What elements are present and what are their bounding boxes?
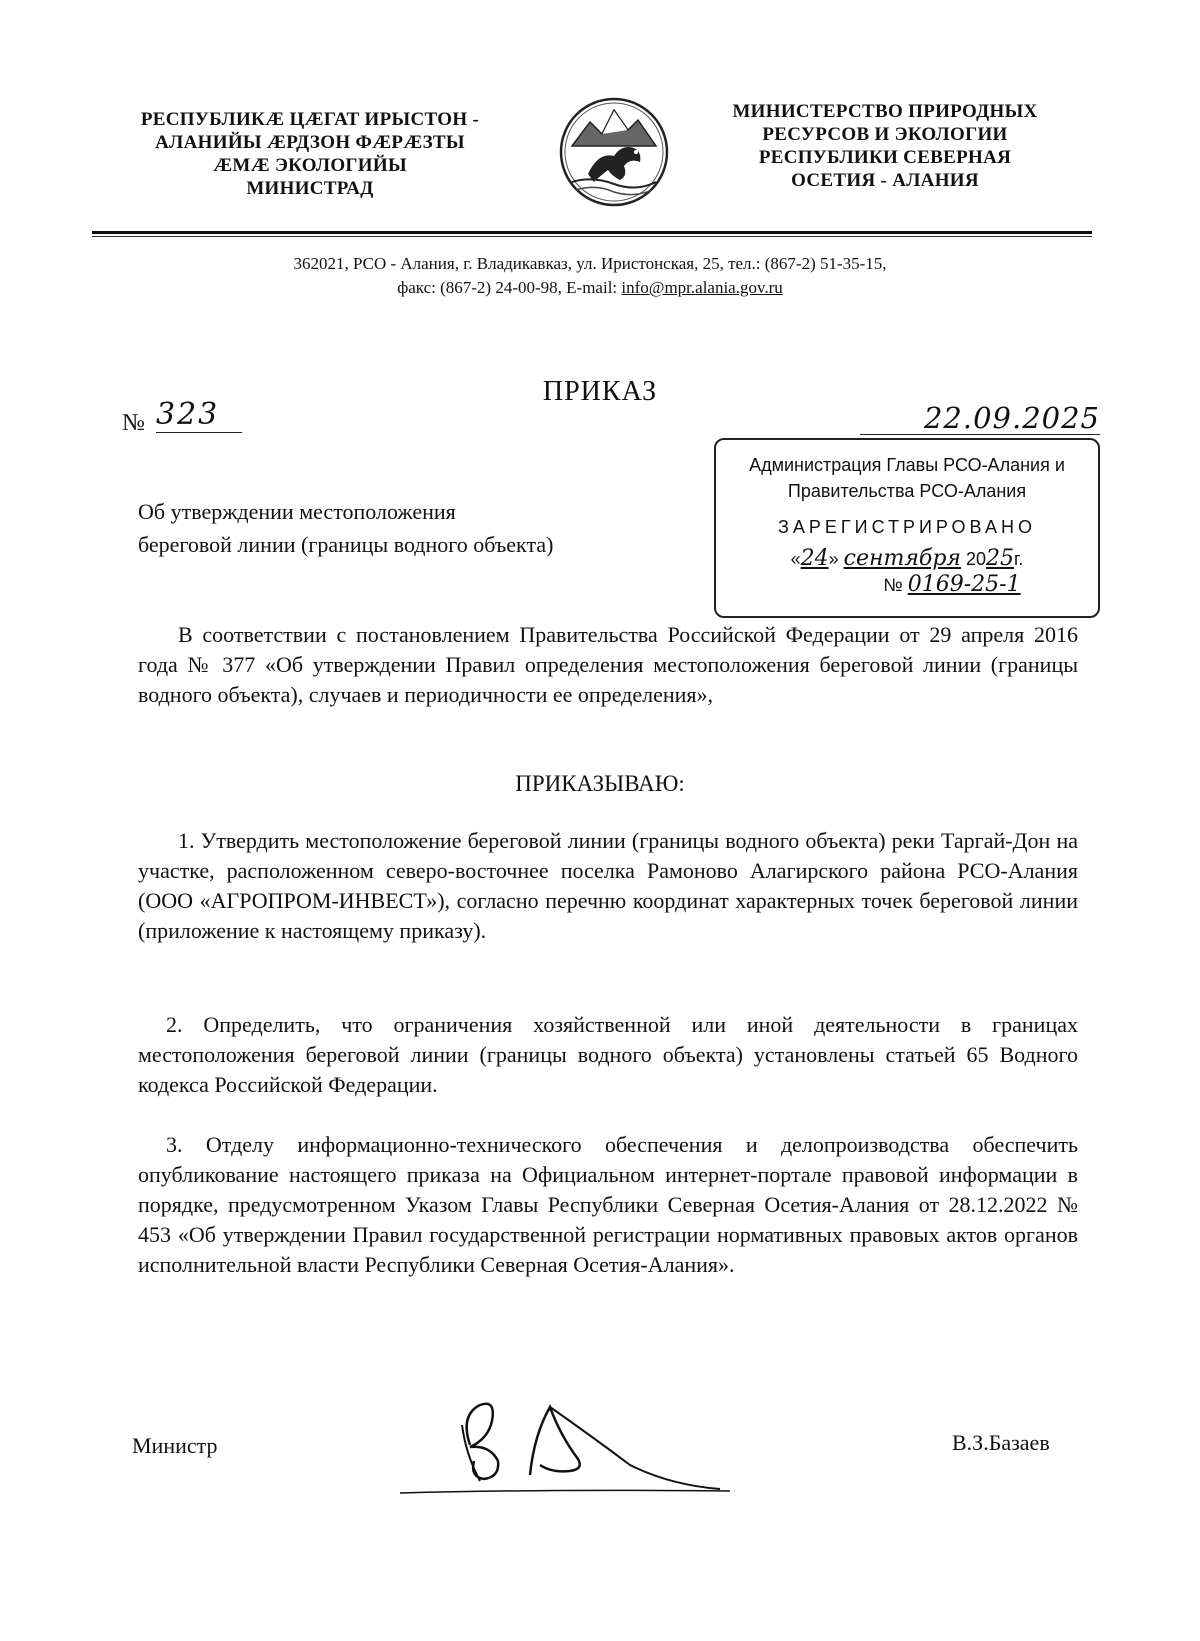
stamp-quote: » [828,549,839,569]
stamp-line: Администрация Главы РСО-Алания и [749,455,1065,475]
signer-role: Министр [132,1433,218,1458]
contact-address [150,252,1030,300]
order-verb: ПРИКАЗЫВАЮ: [515,771,685,796]
header-left-line: АЛАНИЙЫ ÆРДЗОН ФÆРÆЗТЫ [155,132,465,153]
stamp-no-label: № [883,575,903,595]
stamp-line: Правительства РСО-Алания [787,481,1027,501]
header-right-line: РЕСУРСОВ И ЭКОЛОГИИ [762,124,1008,145]
stamp-day: 24 [800,546,829,571]
stamp-date [716,546,1098,572]
header-left-line: ÆМÆ ЭКОЛОГИЙЫ [213,155,407,176]
header-divider-thin [92,236,1092,237]
stamp-no-value: 0169-25-1 [907,572,1021,597]
header-left-line: МИНИСТРАД [246,178,374,199]
stamp-year: 25 [986,546,1015,571]
stamp-month: сентября [843,546,961,571]
coat-of-arms-icon [558,96,670,208]
document-title: ПРИКАЗ [542,376,658,407]
header-left-line: РЕСПУБЛИКÆ ЦÆГАТ ИРЫСТОН - [140,109,480,130]
stamp-year-end: г. [1014,549,1024,569]
header-left-ossetian [110,108,510,200]
stamp-year-prefix: 20 [966,549,987,569]
order-number-handwritten: 323 [156,398,242,433]
order-date-handwritten: 22.09.2025 [860,402,1100,435]
order-item-3: 3. Отделу информационно-технического обеспечения и делопроизводства обеспечить опубликование настоящего приказа на Официальном интернет-портале правовой информации в порядке, предусмотренном Указом Главы Республики Северная Осетия-Алания от 28.12.2022 № 453 «Об утверждении Правил государственной регистрации нормативных правовых актов органов исполнительной власти Республики Северная Осетия-Алания». [138,1132,1078,1277]
order-subject [138,495,698,561]
header-right-line: ОСЕТИЯ - АЛАНИЯ [791,170,979,191]
signer-name: В.З.Базаев [952,1430,1050,1455]
header-right-line: РЕСПУБЛИКИ СЕВЕРНАЯ [758,147,1012,168]
subject-line: береговой линии (границы водного объекта) [138,532,554,557]
address-line-2 [150,276,1030,300]
email-link[interactable]: info@mpr.alania.gov.ru [621,278,783,297]
fax-text: факс: (867-2) 24-00-98, E-mail: [397,278,622,297]
subject-line: Об утверждении местоположения [138,499,456,524]
handwritten-signature-icon [400,1385,730,1495]
stamp-registered: ЗАРЕГИСТРИРОВАНО [778,517,1036,537]
order-item-2: 2. Определить, что ограничения хозяйственной или иной деятельности в границах местоположения береговой линии (границы водного объекта) установлены статьей 65 Водного кодекса Российской Федерации. [138,1012,1078,1097]
header-right-russian [700,100,1070,192]
header-divider [92,231,1092,234]
basis-paragraph: В соответствии с постановлением Правительства Российской Федерации от 29 апреля 2016 года № 377 «Об утверждении Правил определения местоположения береговой линии (границы водного объекта), случаев и периодичности ее определения», [138,622,1078,707]
order-item-1: 1. Утвердить местоположение береговой линии (границы водного объекта) реки Таргай-Дон на участке, расположенном северо-восточнее поселка Рамоново Алагирского района РСО-Алания (ООО «АГРОПРОМ-ИНВЕСТ»), согласно перечню координат характерных точек береговой линии (приложение к настоящему приказу). [138,828,1078,943]
header-right-line: МИНИСТЕРСТВО ПРИРОДНЫХ [732,101,1038,122]
order-number-label: № [122,410,145,436]
stamp-reg-number [806,572,1098,598]
address-line: 362021, РСО - Алания, г. Владикавказ, ул. Иристонская, 25, тел.: (867-2) 51-35-15, [293,254,887,273]
registration-stamp [714,438,1100,618]
stamp-quote: « [790,549,801,569]
